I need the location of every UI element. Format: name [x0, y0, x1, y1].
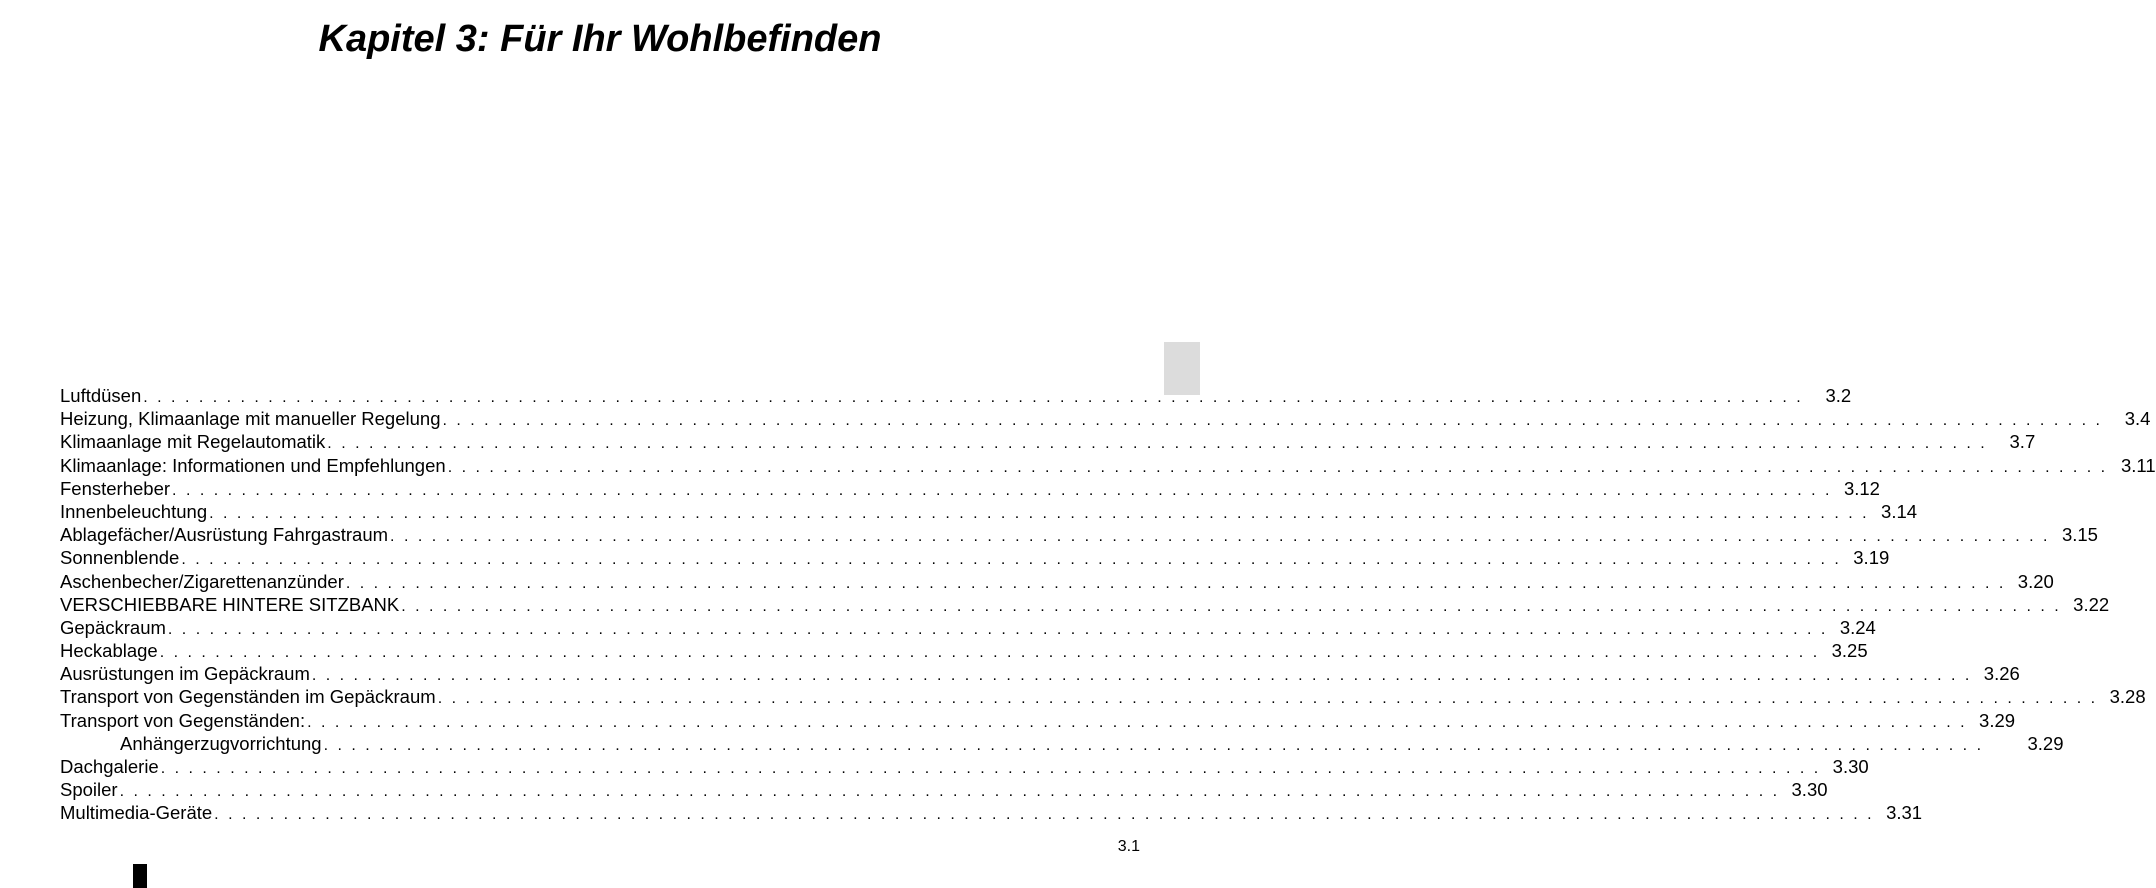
toc-entry-page: 3.26: [1983, 663, 2020, 685]
toc-entry-label: VERSCHIEBBARE HINTERE SITZBANK: [60, 593, 400, 615]
toc-entry-page: 3.25: [1831, 640, 1868, 662]
toc-leader-dots: . . . . . . . . . . . . . . . . . . . . . . . . . . . . . . . . . . . . . . . . . . . . . . . . . . . . . . . . . . . . . . . . . . . . . . . . . . . . . . . . . . . . . . . . . . . . . . . . . . . . . . . . . . . . . . . . . . . . . . . .: [209, 504, 1870, 522]
toc-entry-page: 3.12: [1843, 477, 1880, 499]
toc-entry[interactable]: [60, 570, 2054, 593]
toc-entry-label: Klimaanlage: Informationen und Empfehlungen: [60, 454, 446, 476]
toc-leader-dots: . . . . . . . . . . . . . . . . . . . . . . . . . . . . . . . . . . . . . . . . . . . . . . . . . . . . . . . . . . . . . . . . . . . . . . . . . . . . . . . . . . . . . . . . . . . . . . . . . . . . . . . . . . . . . . . . . . . . . . . .: [181, 551, 1842, 569]
toc-entry[interactable]: [60, 801, 1923, 824]
toc-leader-dots: . . . . . . . . . . . . . . . . . . . . . . . . . . . . . . . . . . . . . . . . . . . . . . . . . . . . . . . . . . . . . . . . . . . . . . . . . . . . . . . . . . . . . . . . . . . . . . . . . . . . . . . . . . . . . . . . . . . . . . . .: [390, 528, 2050, 546]
toc-leader-dots: . . . . . . . . . . . . . . . . . . . . . . . . . . . . . . . . . . . . . . . . . . . . . . . . . . . . . . . . . . . . . . . . . . . . . . . . . . . . . . . . . . . . . . . . . . . . . . . . . . . . . . . . . . . . . . . . . . . . . . . .: [345, 574, 2006, 592]
toc-leader-dots: . . . . . . . . . . . . . . . . . . . . . . . . . . . . . . . . . . . . . . . . . . . . . . . . . . . . . . . . . . . . . . . . . . . . . . . . . . . . . . . . . . . . . . . . . . . . . . . . . . . . . . . . . . . . . . . . . . . . . . . .: [159, 644, 1820, 662]
toc-entry[interactable]: [60, 454, 2156, 477]
toc-entry-label: Luftdüsen: [60, 385, 142, 406]
toc-leader-dots: . . . . . . . . . . . . . . . . . . . . . . . . . . . . . . . . . . . . . . . . . . . . . . . . . . . . . . . . . . . . . . . . . . . . . . . . . . . . . . . . . . . . . . . . . . . . . . . . . . . . . . . . . . . . . . . . . . . . . . . .: [172, 481, 1832, 499]
toc-entry-label: Fensterheber: [60, 477, 171, 499]
toc-entry[interactable]: [60, 662, 2020, 685]
toc-leader-dots: . . . . . . . . . . . . . . . . . . . . . . . . . . . . . . . . . . . . . . . . . . . . . . . . . . . . . . . . . . . . . . . . . . . . . . . . . . . . . . . . . . . . . . . . . . . . . . . . . . . . . . . . . . . . . . . . . . . . . . . .: [214, 806, 1875, 824]
toc-leader-dots: . . . . . . . . . . . . . . . . . . . . . . . . . . . . . . . . . . . . . . . . . . . . . . . . . . . . . . . . . . . . . . . . . . . . . . . . . . . . . . . . . . . . . . . . . . . . . . . . . . . . . . . . . . . . . . . . . . . . . . . .: [311, 667, 1972, 685]
toc-leader-dots: . . . . . . . . . . . . . . . . . . . . . . . . . . . . . . . . . . . . . . . . . . . . . . . . . . . . . . . . . . . . . . . . . . . . . . . . . . . . . . . . . . . . . . . . . . . . . . . . . . . . . . . . . . . . . . . . . . . . . . . .: [160, 760, 1821, 777]
toc-entry[interactable]: [60, 639, 1868, 662]
toc-entry[interactable]: [60, 616, 1876, 639]
toc-entry-label: Transport von Gegenständen im Gepäckraum: [60, 686, 436, 708]
toc-entry-label: Dachgalerie: [60, 756, 159, 777]
toc-entry[interactable]: [60, 778, 1828, 801]
toc-entry-label: Transport von Gegenständen:: [60, 709, 306, 731]
toc-entry[interactable]: [60, 755, 1869, 778]
toc-entry[interactable]: [60, 685, 2146, 708]
toc-leader-dots: . . . . . . . . . . . . . . . . . . . . . . . . . . . . . . . . . . . . . . . . . . . . . . . . . . . . . . . . . . . . . . . . . . . . . . . . . . . . . . . . . . . . . . . . . . . . . . . . . . . . . . . . . . . . . . . . . . . . . . . .: [323, 736, 1984, 754]
toc-leader-dots: . . . . . . . . . . . . . . . . . . . . . . . . . . . . . . . . . . . . . . . . . . . . . . . . . . . . . . . . . . . . . . . . . . . . . . . . . . . . . . . . . . . . . . . . . . . . . . . . . . . . . . . . . . . . . . . . . . . . . . . .: [401, 597, 2062, 615]
toc-entry-page: 3.15: [2061, 524, 2098, 546]
toc-entry-page: 3.24: [1839, 616, 1876, 638]
toc-entry-page: 3.7: [2009, 431, 2036, 453]
toc-entry-label: Ausrüstungen im Gepäckraum: [60, 663, 310, 685]
toc-entry-label: Heizung, Klimaanlage mit manueller Regelung: [60, 408, 441, 430]
chapter-title: Kapitel 3: Für Ihr Wohlbefinden: [318, 18, 882, 60]
toc-entry-page: 3.29: [2027, 732, 2064, 754]
toc-entry-page: 3.30: [1832, 756, 1869, 777]
toc-entry-page: 3.2: [1825, 385, 1852, 406]
toc-entry-label: Sonnenblende: [60, 547, 180, 569]
toc-entry-label: Multimedia-Geräte: [60, 802, 213, 824]
toc-entry[interactable]: [60, 384, 1852, 407]
toc-leader-dots: . . . . . . . . . . . . . . . . . . . . . . . . . . . . . . . . . . . . . . . . . . . . . . . . . . . . . . . . . . . . . . . . . . . . . . . . . . . . . . . . . . . . . . . . . . . . . . . . . . . . . . . . . . . . . . . . . . . . . . . .: [437, 690, 2098, 708]
toc-entry-label: Innenbeleuchtung: [60, 500, 208, 522]
toc-leader-dots: . . . . . . . . . . . . . . . . . . . . . . . . . . . . . . . . . . . . . . . . . . . . . . . . . . . . . . . . . . . . . . . . . . . . . . . . . . . . . . . . . . . . . . . . . . . . . . . . . . . . . . . . . . . . . . . . . . . . . . . .: [119, 783, 1780, 801]
toc-leader-dots: . . . . . . . . . . . . . . . . . . . . . . . . . . . . . . . . . . . . . . . . . . . . . . . . . . . . . . . . . . . . . . . . . . . . . . . . . . . . . . . . . . . . . . . . . . . . . . . . . . . . . . . . . . . . . . . . . . . . . . . .: [307, 713, 1968, 731]
toc-entry-page: 3.28: [2109, 686, 2146, 708]
toc-entry-label: Spoiler: [60, 779, 118, 801]
toc-entry[interactable]: [60, 430, 2036, 453]
toc-leader-dots: . . . . . . . . . . . . . . . . . . . . . . . . . . . . . . . . . . . . . . . . . . . . . . . . . . . . . . . . . . . . . . . . . . . . . . . . . . . . . . . . . . . . . . . . . . . . . . . . . . . . . . . . . . . . . . . . . . . . . . . .: [442, 412, 2103, 430]
toc-entry-page: 3.19: [1853, 547, 1890, 569]
toc-entry-label: Aschenbecher/Zigarettenanzünder: [60, 570, 344, 592]
toc-entry-page: 3.20: [2017, 570, 2054, 592]
toc-entry-page: 3.14: [1881, 500, 1918, 522]
toc-entry-label: Anhängerzugvorrichtung: [120, 732, 322, 754]
toc-leader-dots: . . . . . . . . . . . . . . . . . . . . . . . . . . . . . . . . . . . . . . . . . . . . . . . . . . . . . . . . . . . . . . . . . . . . . . . . . . . . . . . . . . . . . . . . . . . . . . . . . . . . . . . . . . . . . . . . . . . . . . . .: [143, 389, 1804, 406]
toc-entry-page: 3.4: [2124, 408, 2151, 430]
toc-entry[interactable]: [60, 500, 1918, 523]
table-of-contents: [60, 384, 2156, 825]
toc-entry[interactable]: [60, 407, 2151, 430]
toc-entry-label: Heckablage: [60, 640, 158, 662]
toc-entry[interactable]: [60, 709, 2016, 732]
toc-entry[interactable]: [60, 732, 2064, 755]
toc-entry-label: Gepäckraum: [60, 616, 166, 638]
toc-entry-page: 3.29: [1979, 709, 2016, 731]
toc-entry[interactable]: [60, 546, 1890, 569]
toc-leader-dots: . . . . . . . . . . . . . . . . . . . . . . . . . . . . . . . . . . . . . . . . . . . . . . . . . . . . . . . . . . . . . . . . . . . . . . . . . . . . . . . . . . . . . . . . . . . . . . . . . . . . . . . . . . . . . . . . . . . . . . . .: [167, 620, 1828, 638]
toc-entry[interactable]: [60, 593, 2110, 616]
margin-bar: [133, 864, 147, 888]
toc-entry-label: Ablagefächer/Ausrüstung Fahrgastraum: [60, 524, 389, 546]
toc-entry-page: 3.30: [1791, 779, 1828, 801]
toc-entry[interactable]: [60, 477, 1880, 500]
toc-entry[interactable]: [60, 523, 2098, 546]
toc-leader-dots: . . . . . . . . . . . . . . . . . . . . . . . . . . . . . . . . . . . . . . . . . . . . . . . . . . . . . . . . . . . . . . . . . . . . . . . . . . . . . . . . . . . . . . . . . . . . . . . . . . . . . . . . . . . . . . . . . . . . . . . .: [447, 458, 2108, 476]
toc-leader-dots: . . . . . . . . . . . . . . . . . . . . . . . . . . . . . . . . . . . . . . . . . . . . . . . . . . . . . . . . . . . . . . . . . . . . . . . . . . . . . . . . . . . . . . . . . . . . . . . . . . . . . . . . . . . . . . . . . . . . . . . .: [327, 435, 1988, 453]
page-number: 3.1: [1117, 838, 1140, 855]
toc-entry-label: Klimaanlage mit Regelautomatik: [60, 431, 326, 453]
toc-entry-page: 3.11: [2120, 454, 2156, 476]
toc-entry-page: 3.31: [1886, 802, 1923, 824]
toc-entry-page: 3.22: [2073, 593, 2110, 615]
